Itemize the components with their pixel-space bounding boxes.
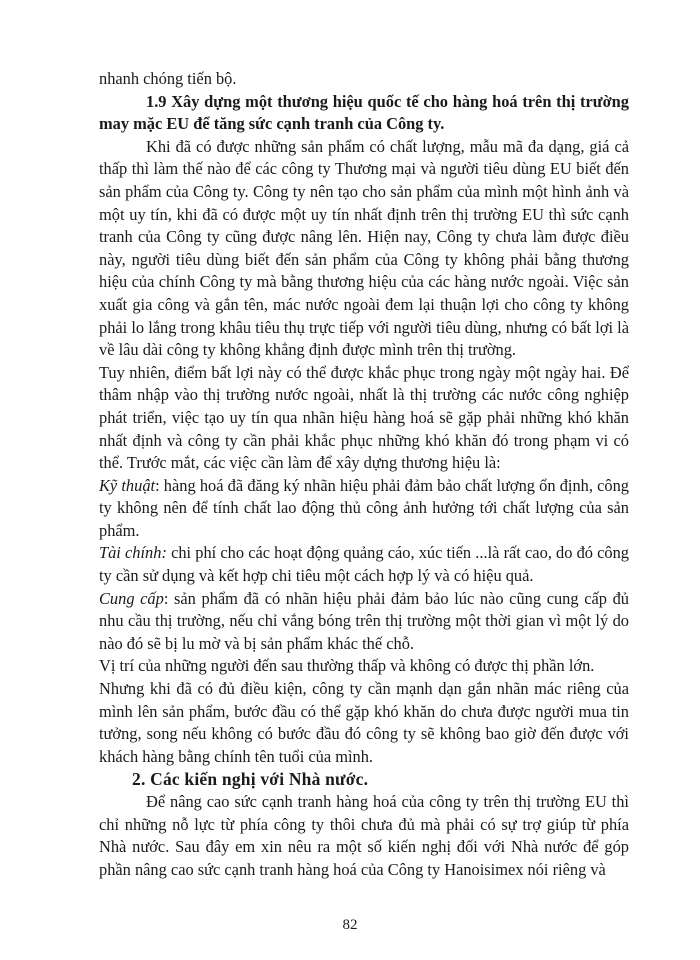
item-technical-text: : hàng hoá đã đăng ký nhãn hiệu phải đảm bảo chất lượng ổn định, công ty không nên để tính chất lao động thủ công ảnh hưởng tới chất lượng của sản phẩm. bbox=[99, 475, 629, 540]
item-finance bbox=[99, 542, 629, 587]
item-finance-text: chi phí cho các hoạt động quảng cáo, xúc tiến ...là rất cao, do đó công ty cần sử dụng và kết hợp chi tiêu một cách hợp lý và có hiệu quả. bbox=[99, 543, 629, 586]
page-number: 82 bbox=[342, 917, 358, 933]
paragraph-own-brand: Nhưng khi đã có đủ điều kiện, công ty cần mạnh dạn gắn nhãn mác riêng của mình lên sản phẩm, bước đầu có thể gặp khó khăn do chưa được người mua tin tưởng, song nếu không có bước đầu đó công ty sẽ không bao giờ đến được với khách hàng bằng chính tên tuổi của mình. bbox=[99, 679, 629, 766]
subsection-heading-1-9: 1.9 Xây dựng một thương hiệu quốc tế cho hàng hoá trên thị trường may mặc EU để tăng sức cạnh tranh của Công ty. bbox=[99, 91, 629, 134]
section-heading-2: 2. Các kiến nghị với Nhà nước. bbox=[132, 769, 369, 790]
item-technical bbox=[99, 475, 629, 543]
item-supply-label: Cung cấp bbox=[99, 588, 164, 608]
item-supply bbox=[99, 588, 629, 656]
paragraph-brand-building: Khi đã có được những sản phẩm có chất lượng, mẫu mã đa dạng, giá cả thấp thì làm thế nào để các công ty Thương mại và người tiêu dùng EU biết đến sản phẩm của Công ty. Công ty nên tạo cho sản phẩm của mình một hình ảnh và một uy tín, khi đã có được một uy tín nhất định trên thị trường EU thì sức cạnh tranh của Công ty cũng được nâng lên. Hiện nay, Công ty chưa làm được điều này, người tiêu dùng biết đến sản phẩm của Công ty không phải bằng thương hiệu của chính Công ty mà bằng thương hiệu của các hàng nước ngoài. Việc sản xuất gia công và gắn tên, mác nước ngoài đem lại thuận lợi cho công ty không phải lo lắng trong khâu tiêu thụ trực tiếp với người tiêu dùng, nhưng có bất lợi là về lâu dài công ty không khẳng định được mình trên thị trường. bbox=[99, 136, 629, 360]
item-finance-label: Tài chính: bbox=[99, 543, 167, 563]
continuation-line: nhanh chóng tiến bộ. bbox=[99, 69, 237, 88]
paragraph-state-support: Để nâng cao sức cạnh tranh hàng hoá của công ty trên thị trường EU thì chỉ những nỗ lực từ phía công ty thôi chưa đủ mà phải có sự trợ giúp từ phía Nhà nước. Sau đây em xin nêu ra một số kiến nghị đối với Nhà nước để góp phần nâng cao sức cạnh tranh hàng hoá của Công ty Hanoisimex nói riêng và bbox=[99, 792, 629, 879]
paragraph-latecomer: Vị trí của những người đến sau thường thấp và không có được thị phần lớn. bbox=[99, 656, 595, 676]
item-supply-text: : sản phẩm đã có nhãn hiệu phải đảm bảo lúc nào cũng cung cấp đủ nhu cầu thị trường, nếu chỉ vắng bóng trên thị trường một thời gian vì một lý do nào đó sẽ bị lu mờ và bị sản phẩm khác thế chỗ. bbox=[99, 588, 629, 653]
paragraph-disadvantage: Tuy nhiên, điểm bất lợi này có thể được khắc phục trong ngày một ngày hai. Để thâm nhập vào thị trường nước ngoài, nhất là thị trường các nước công nghiệp phát triển, việc tạo uy tín qua nhãn hiệu hàng hoá sẽ gặp phải những khó khăn nhất định và công ty cần phải khắc phục những khó khăn đó trong phạm vi có thể. Trước mắt, các việc cần làm để xây dựng thương hiệu là: bbox=[99, 362, 629, 473]
item-technical-label: Kỹ thuật bbox=[99, 475, 156, 495]
body-text bbox=[99, 68, 629, 881]
